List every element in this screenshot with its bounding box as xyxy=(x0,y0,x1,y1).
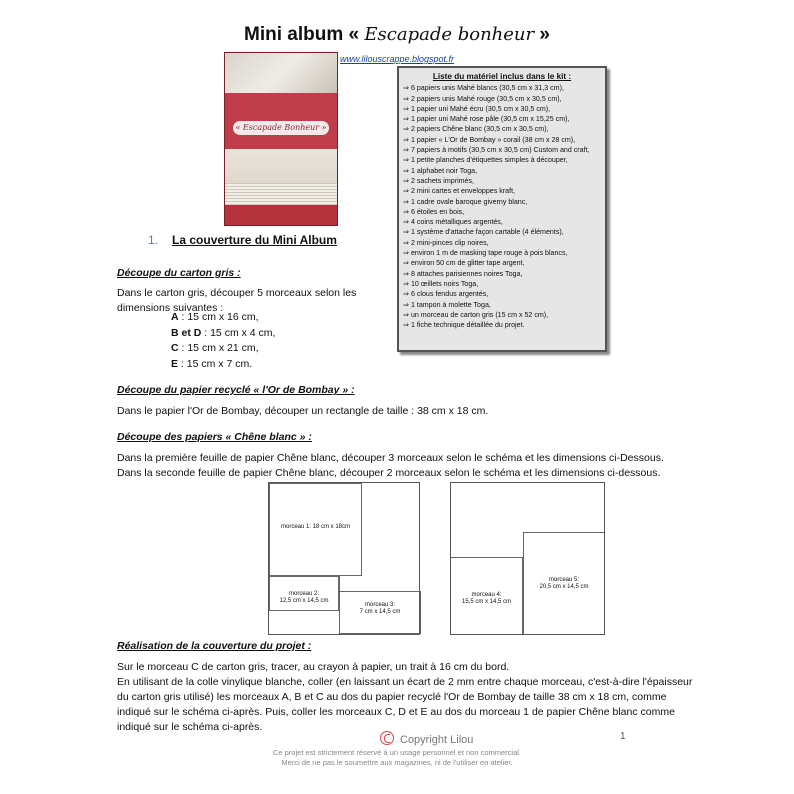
dim-row: A : 15 cm x 16 cm, xyxy=(171,311,259,323)
dim-row: E : 15 cm x 7 cm. xyxy=(171,357,253,370)
kit-item xyxy=(403,83,601,93)
kit-item xyxy=(403,166,601,176)
kit-item-text: 7 papiers à motifs (30,5 cm x 30,5 cm) Custom and craft, xyxy=(410,146,590,155)
arrow-icon: ⇒ xyxy=(403,278,409,288)
kit-item-text: 1 petite planches d'étiquettes simples à découper, xyxy=(410,156,568,165)
kit-item xyxy=(403,186,601,196)
photo-pages xyxy=(225,183,337,205)
kit-item-text: 1 papier uni Mahé rose pâle (30,5 cm x 15,25 cm), xyxy=(410,115,570,124)
kit-item-text: 1 papier « L'Or de Bombay » corail (38 cm x 28 cm), xyxy=(410,135,576,144)
kit-box xyxy=(397,66,607,352)
kit-item xyxy=(403,248,601,258)
chene-heading: Découpe des papiers « Chêne blanc » : xyxy=(117,431,312,443)
footer-line-2: Merci de ne pas le soumettre aux magazines, ni de l'utiliser en atelier. xyxy=(281,758,513,767)
kit-item xyxy=(403,94,601,104)
arrow-icon: ⇒ xyxy=(403,175,409,185)
kit-item xyxy=(403,300,601,310)
kit-item-text: 2 mini-pinces clip noires, xyxy=(410,238,489,247)
kit-item-text: 10 œillets noirs Toga, xyxy=(410,279,479,288)
kit-item-text: 2 mini cartes et enveloppes kraft, xyxy=(410,187,516,196)
album-photo xyxy=(224,52,338,226)
arrow-icon: ⇒ xyxy=(403,227,409,237)
arrow-icon: ⇒ xyxy=(403,134,409,144)
title-script: Escapade bonheur xyxy=(364,24,535,45)
piece-4: morceau 4: 15,5 cm x 14,5 cm xyxy=(451,557,523,634)
kit-item-text: 8 attaches parisiennes noires Toga, xyxy=(410,269,523,278)
carton-intro: Dans le carton gris, découper 5 morceaux selon les dimensions suivantes : xyxy=(117,287,357,314)
arrow-icon: ⇒ xyxy=(403,248,409,258)
copyright-text: Copyright Lilou xyxy=(400,734,474,746)
kit-item-text: 2 sachets imprimés, xyxy=(410,176,475,185)
piece-3: morceau 3: 7 cm x 14,5 cm xyxy=(339,591,421,634)
kit-item-text: environ 50 cm de glitter tape argent, xyxy=(410,259,525,268)
copyright-icon xyxy=(380,731,394,745)
arrow-icon: ⇒ xyxy=(403,217,409,227)
kit-item-text: 6 étoiles en bois, xyxy=(410,207,465,216)
kit-item xyxy=(403,104,601,114)
arrow-icon: ⇒ xyxy=(403,258,409,268)
section-number: 1. xyxy=(148,233,159,247)
realisation-p1: Sur le morceau C de carton gris, tracer, au crayon à papier, un trait à 16 cm du bord. xyxy=(117,661,510,673)
title-suffix: » xyxy=(539,24,550,45)
realisation-heading: Réalisation de la couverture du projet : xyxy=(117,640,312,652)
arrow-icon: ⇒ xyxy=(403,155,409,165)
kit-item-text: 1 papier uni Mahé écru (30,5 cm x 30,5 cm), xyxy=(410,104,551,113)
footer-line-1: Ce projet est strictement réservé à un usage personnel et non commercial. xyxy=(272,748,522,757)
kit-item-text: 2 papiers Chêne blanc (30,5 cm x 30,5 cm), xyxy=(410,125,549,134)
kit-item-text: 1 tampon à molette Toga, xyxy=(410,300,491,309)
kit-item-text: 6 papiers unis Mahé blancs (30,5 cm x 31,3 cm), xyxy=(410,84,564,93)
photo-bottom xyxy=(225,205,337,225)
arrow-icon: ⇒ xyxy=(403,299,409,309)
section-heading xyxy=(148,233,337,247)
kit-item-text: environ 1 m de masking tape rouge à pois blancs, xyxy=(410,249,568,258)
arrow-icon: ⇒ xyxy=(403,124,409,134)
kit-item-text: 1 alphabet noir Toga, xyxy=(410,166,478,175)
photo-label: « Escapade Bonheur » xyxy=(233,121,329,135)
chene-text: Dans la première feuille de papier Chêne blanc, découper 3 morceaux selon le schéma et les dimensions ci-Dessous. Dans la seconde feuille de papier Chêne blanc, découper 2 morceaux selon le schéma et les dimensions ci-dessous. xyxy=(117,452,664,479)
arrow-icon: ⇒ xyxy=(403,237,409,247)
kit-item-text: 6 clous fendus argentés, xyxy=(410,290,489,299)
diagram-sheet-1 xyxy=(268,482,420,635)
kit-item xyxy=(403,135,601,145)
kit-item-text: 1 cadre ovale baroque giverny blanc, xyxy=(410,197,528,206)
kit-item-text: un morceau de carton gris (15 cm x 52 cm), xyxy=(410,310,549,319)
photo-top xyxy=(225,53,337,93)
section-title: La couverture du Mini Album xyxy=(172,233,337,247)
kit-item xyxy=(403,155,601,165)
arrow-icon: ⇒ xyxy=(403,289,409,299)
kit-item xyxy=(403,197,601,207)
arrow-icon: ⇒ xyxy=(403,206,409,216)
kit-item-text: 2 papiers unis Mahé rouge (30,5 cm x 30,5 cm), xyxy=(410,94,562,103)
kit-item xyxy=(403,310,601,320)
kit-item xyxy=(403,217,601,227)
kit-item xyxy=(403,289,601,299)
kit-item xyxy=(403,124,601,134)
carton-dims xyxy=(171,310,275,372)
dim-row: C : 15 cm x 21 cm, xyxy=(171,342,259,354)
carton-heading: Découpe du carton gris : xyxy=(117,267,241,279)
piece-1: morceau 1: 18 cm x 18cm xyxy=(269,483,362,576)
arrow-icon: ⇒ xyxy=(403,268,409,278)
kit-list xyxy=(403,83,601,330)
piece-2: morceau 2: 12,5 cm x 14,5 cm xyxy=(269,576,339,611)
kit-item-text: 1 système d'attache façon cartable (4 éléments), xyxy=(410,228,564,237)
kit-item xyxy=(403,258,601,268)
kit-item xyxy=(403,176,601,186)
arrow-icon: ⇒ xyxy=(403,93,409,103)
arrow-icon: ⇒ xyxy=(403,103,409,113)
arrow-icon: ⇒ xyxy=(403,196,409,206)
kit-item xyxy=(403,145,601,155)
kit-item-text: 1 fiche technique détaillée du projet. xyxy=(410,321,525,330)
arrow-icon: ⇒ xyxy=(403,83,409,93)
arrow-icon: ⇒ xyxy=(403,320,409,330)
blog-link[interactable]: www.lilouscrappe.blogspot.fr xyxy=(340,54,455,64)
kit-item xyxy=(403,227,601,237)
arrow-icon: ⇒ xyxy=(403,186,409,196)
arrow-icon: ⇒ xyxy=(403,145,409,155)
kit-item xyxy=(403,238,601,248)
kit-item-text: 4 coins métalliques argentés, xyxy=(410,218,503,227)
dim-row: B et D : 15 cm x 4 cm, xyxy=(171,326,276,339)
page-number: 1 xyxy=(620,731,626,742)
page-title xyxy=(0,24,794,46)
kit-item xyxy=(403,207,601,217)
arrow-icon: ⇒ xyxy=(403,165,409,175)
title-prefix: Mini album « xyxy=(244,24,360,45)
kit-title: Liste du matériel inclus dans le kit : xyxy=(432,72,572,81)
arrow-icon: ⇒ xyxy=(403,114,409,124)
kit-item xyxy=(403,114,601,124)
kit-item xyxy=(403,320,601,330)
realisation-p2: En utilisant de la colle vinylique blanche, coller (en laissant un écart de 2 mm entre chaque morceau, c'est-à-dire l'épaisseur du carton gris utilisé) les morceaux A, B et C au dos du papier recyclé l'Or de Bombay de taille 38 cm x 18 cm, comme indiqué sur le schéma ci-après. Puis, coller les morceaux C, D et E au dos du morceau 1 de papier Chêne blanc comme indiqué sur le schéma ci-après. xyxy=(117,676,693,733)
recycle-text: Dans le papier l'Or de Bombay, découper un rectangle de taille : 38 cm x 18 cm. xyxy=(117,405,489,417)
arrow-icon: ⇒ xyxy=(403,309,409,319)
kit-item xyxy=(403,279,601,289)
diagram-sheet-2 xyxy=(450,482,605,635)
recycle-heading: Découpe du papier recyclé « l'Or de Bombay » : xyxy=(117,384,355,396)
kit-item xyxy=(403,269,601,279)
piece-5: morceau 5: 20,5 cm x 14,5 cm xyxy=(523,532,604,634)
